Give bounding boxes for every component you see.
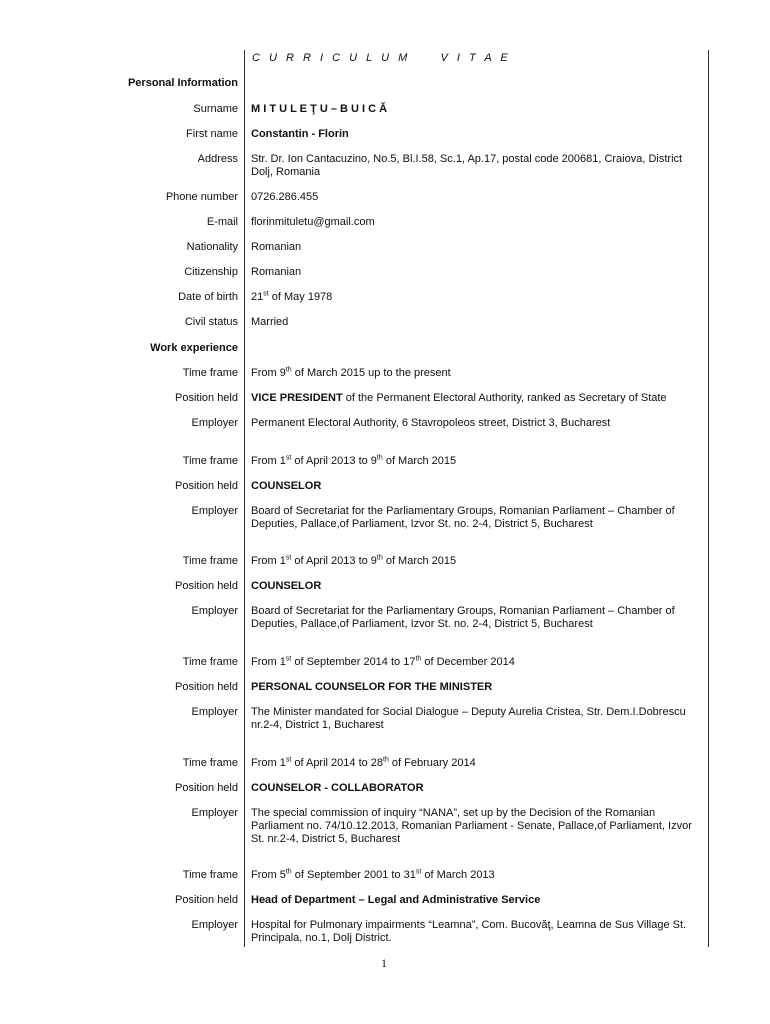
position-title: Head of Department – Legal and Administrative Service: [251, 894, 541, 906]
field-label: Position held: [175, 392, 238, 404]
position-title: VICE PRESIDENT: [251, 392, 343, 404]
position-value: [251, 681, 706, 694]
ordinal-suffix: st: [285, 454, 292, 462]
nationality-value: Romanian: [251, 241, 302, 253]
field-label: Time frame: [182, 555, 238, 567]
position-value: [251, 580, 706, 593]
ordinal-suffix: st: [415, 868, 422, 876]
position-detail: of the Permanent Electoral Authority, ranked as Secretary of State: [342, 392, 667, 404]
position-value: [251, 894, 706, 907]
field-label: Time frame: [182, 656, 238, 668]
employer-value: Permanent Electoral Authority, 6 Stavropoleos street, District 3, Bucharest: [251, 417, 611, 429]
civil-status-value: Married: [251, 316, 289, 328]
employer-value: Board of Secretariat for the Parliamentary Groups, Romanian Parliament – Chamber of Deputies, Pallace,of Parliament, Izvor St. no. 2-4, District 5, Bucharest: [251, 505, 675, 530]
ordinal-suffix: st: [285, 756, 292, 764]
time-frame-start: From 5: [251, 869, 286, 881]
field-label: Position held: [175, 480, 238, 492]
field-label: Time frame: [182, 455, 238, 467]
email-label: E-mail: [206, 216, 238, 228]
time-frame-start: From 1: [251, 555, 286, 567]
time-frame-value: [251, 555, 706, 568]
time-frame-end: of March 2015: [382, 555, 457, 567]
first-name-value: Constantin - Florin: [251, 128, 349, 140]
field-label: Employer: [191, 706, 238, 718]
column-divider: [244, 50, 245, 947]
ordinal-suffix: th: [285, 366, 292, 374]
section-heading: Personal Information: [127, 77, 238, 89]
field-label: Employer: [191, 919, 238, 931]
ordinal-suffix: st: [285, 655, 292, 663]
position-title: COUNSELOR - COLLABORATOR: [251, 782, 424, 794]
time-frame-end: of March 2015: [382, 455, 457, 467]
address-label: Address: [197, 153, 238, 165]
email-value[interactable]: florinmituletu@gmail.com: [251, 216, 375, 228]
field-label: Position held: [175, 894, 238, 906]
time-frame-middle: of April 2014 to 28: [291, 757, 384, 769]
field-label: Time frame: [182, 367, 238, 379]
field-label: Employer: [191, 807, 238, 819]
position-title: COUNSELOR: [251, 580, 322, 592]
time-frame-value: [251, 869, 706, 882]
time-frame-value: [251, 656, 706, 669]
ordinal-suffix: st: [285, 554, 292, 562]
ordinal-suffix: th: [415, 655, 422, 663]
time-frame-middle: of September 2014 to 17: [291, 656, 416, 668]
time-frame-end: of February 2014: [388, 757, 476, 769]
phone-label: Phone number: [165, 191, 238, 203]
first-name-label: First name: [186, 128, 238, 140]
field-label: Time frame: [182, 869, 238, 881]
position-title: PERSONAL COUNSELOR FOR THE MINISTER: [251, 681, 493, 693]
field-label: Position held: [175, 681, 238, 693]
position-value: [251, 480, 706, 493]
time-frame-start: From 9: [251, 367, 286, 379]
time-frame-start: From 1: [251, 455, 286, 467]
time-frame-start: From 1: [251, 656, 286, 668]
employer-value: Board of Secretariat for the Parliamentary Groups, Romanian Parliament – Chamber of Deputies, Pallace,of Parliament, Izvor St. no. 2-4, District 5, Bucharest: [251, 605, 675, 630]
position-value: [251, 782, 706, 795]
ordinal-suffix: th: [376, 454, 383, 462]
time-frame-value: [251, 367, 706, 380]
time-frame-end: of December 2014: [421, 656, 515, 668]
field-label: Position held: [175, 580, 238, 592]
position-title: COUNSELOR: [251, 480, 322, 492]
time-frame-middle: of March 2015 up to the present: [291, 367, 451, 379]
employer-value: Hospital for Pulmonary impairments “Leamna”, Com. Bucovăţ, Leamna de Sus Village St. Principala, no.1, Dolj District.: [251, 919, 687, 944]
field-label: Employer: [191, 417, 238, 429]
civil-status-label: Civil status: [184, 316, 238, 328]
surname-label: Surname: [193, 103, 238, 115]
dob-day: 21: [251, 291, 264, 303]
address-value: Str. Dr. Ion Cantacuzino, No.5, Bl.I.58, Sc.1, Ap.17, postal code 200681, Craiova, District Dolj, Romania: [251, 153, 683, 178]
field-label: Position held: [175, 782, 238, 794]
dob-value: [251, 291, 706, 304]
time-frame-middle: of April 2013 to 9: [291, 455, 377, 467]
ordinal-suffix: th: [383, 756, 389, 764]
ordinal-suffix: th: [285, 868, 292, 876]
field-label: Employer: [191, 605, 238, 617]
time-frame-value: [251, 455, 706, 468]
citizenship-label: Citizenship: [184, 266, 238, 278]
time-frame-start: From 1: [251, 757, 286, 769]
employer-value: The special commission of inquiry “NANA”, set up by the Decision of the Romanian Parliament no. 74/10.12.2013, Romanian Parliament - Senate, Pallace,of Parliament, Izvor St. nr.2-4, District 5, Bucharest: [251, 807, 692, 845]
employer-value: The Minister mandated for Social Dialogue – Deputy Aurelia Cristea, Str. Dem.I.Dobrescu nr.2-4, District 1, Bucharest: [251, 706, 686, 731]
time-frame-value: [251, 757, 706, 770]
citizenship-value: Romanian: [251, 266, 302, 278]
page-number: 1: [381, 956, 387, 970]
section-heading: Work experience: [150, 342, 238, 354]
time-frame-end: of March 2013: [421, 869, 495, 881]
nationality-label: Nationality: [186, 241, 238, 253]
ordinal-suffix: th: [376, 554, 383, 562]
dob-rest: of May 1978: [268, 291, 333, 303]
dob-label: Date of birth: [178, 291, 238, 303]
dob-suffix: st: [263, 290, 269, 298]
field-label: Employer: [191, 505, 238, 517]
surname-value: M I T U L E Ţ U – B U I C Ă: [251, 103, 388, 115]
position-value: [251, 392, 706, 405]
document-title: C U R R I C U L U M V I T A E: [252, 52, 511, 64]
time-frame-middle: of April 2013 to 9: [291, 555, 377, 567]
phone-value: 0726.286.455: [251, 191, 319, 203]
time-frame-middle: of September 2001 to 31: [291, 869, 416, 881]
field-label: Time frame: [182, 757, 238, 769]
right-border: [708, 50, 709, 947]
